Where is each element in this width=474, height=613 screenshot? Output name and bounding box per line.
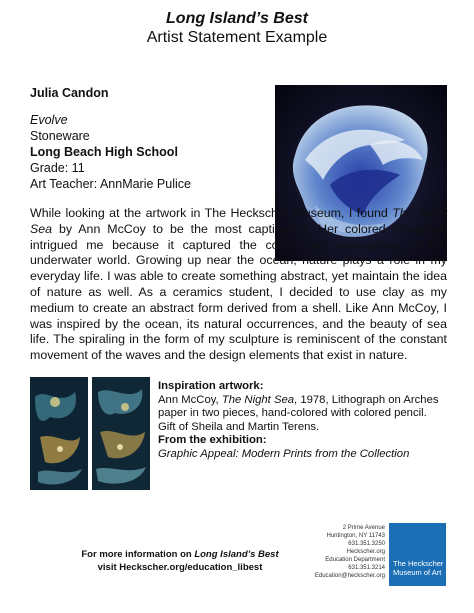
artwork-title: Evolve — [30, 113, 68, 127]
museum-logo — [389, 523, 446, 586]
footer-link[interactable]: visit Heckscher.org/education_libest — [97, 562, 263, 573]
exhibition-heading: From the exhibition: — [158, 434, 267, 447]
address-line: 631.351.3214 — [348, 565, 385, 571]
statement-text-1: While looking at the artwork in The Heckscher Museum, I found — [30, 206, 388, 220]
inspiration-artist: Ann McCoy, — [158, 393, 222, 406]
statement-text-2: by Ann McCoy to be the most captivating. Her colored lithograph intrigued me because it captured the colors and atmosphere of the underwater world. Growing up near the ocean, nature plays a role in my everyday life. I was able to create something abstract, yet maintain the idea of nature as well. As a ceramics student, I decided to use clay as my medium to create an abstract form derived from a shell. Like Ann McCoy, I was inspired by the ocean, its natural occurrences, and the beauty of sea life. The spiraling in the form of my sculpture is reminiscent of the constant movement of the waves and the design elements that exist in nature. — [30, 221, 447, 363]
artwork-grade: Grade: 11 — [30, 161, 85, 175]
address-line: Huntington, NY 11743 — [326, 533, 385, 539]
night-sea-illustration — [30, 377, 150, 490]
inspiration-artist-line — [158, 394, 458, 408]
inspiration-title: The Night Sea — [221, 393, 295, 406]
exhibition-title: Graphic Appeal: Modern Prints from the Collection — [158, 447, 410, 460]
statement-inspiration-title: The Night Sea — [30, 206, 447, 236]
inspiration-details-1: , 1978, Lithograph on Arches — [294, 393, 439, 406]
address-line: Education@heckscher.org — [314, 573, 385, 579]
footer-info — [60, 548, 300, 574]
artist-statement — [30, 206, 447, 364]
address-line: Heckscher.org — [346, 549, 385, 555]
artwork-info — [30, 112, 191, 192]
inspiration-info — [158, 380, 458, 462]
footer-line-1 — [60, 548, 300, 561]
artwork-school: Long Beach High School — [30, 145, 178, 159]
inspiration-details-2: paper in two pieces, hand-colored with colored pencil. — [158, 407, 427, 420]
artist-name: Julia Candon — [30, 86, 109, 100]
inspiration-credit: Gift of Sheila and Martin Terens. — [158, 420, 320, 433]
logo-line-2: Museum of Art — [393, 568, 442, 577]
footer-program-title: Long Island’s Best — [194, 549, 279, 560]
address-line: 2 Prime Avenue — [342, 525, 385, 531]
address-line: Education Department — [325, 557, 385, 563]
page-subtitle: Artist Statement Example — [146, 29, 328, 46]
artwork-teacher: Art Teacher: AnnMarie Pulice — [30, 177, 191, 191]
address-line: 631.351.3250 — [348, 541, 385, 547]
logo-line-1: The Heckscher — [393, 559, 444, 568]
inspiration-artwork-photo — [30, 377, 150, 490]
artwork-medium: Stoneware — [30, 129, 90, 143]
page-title: Long Island’s Best — [166, 10, 308, 27]
museum-address — [300, 524, 385, 580]
footer-prefix: For more information on — [81, 549, 195, 560]
inspiration-heading: Inspiration artwork: — [158, 380, 264, 392]
